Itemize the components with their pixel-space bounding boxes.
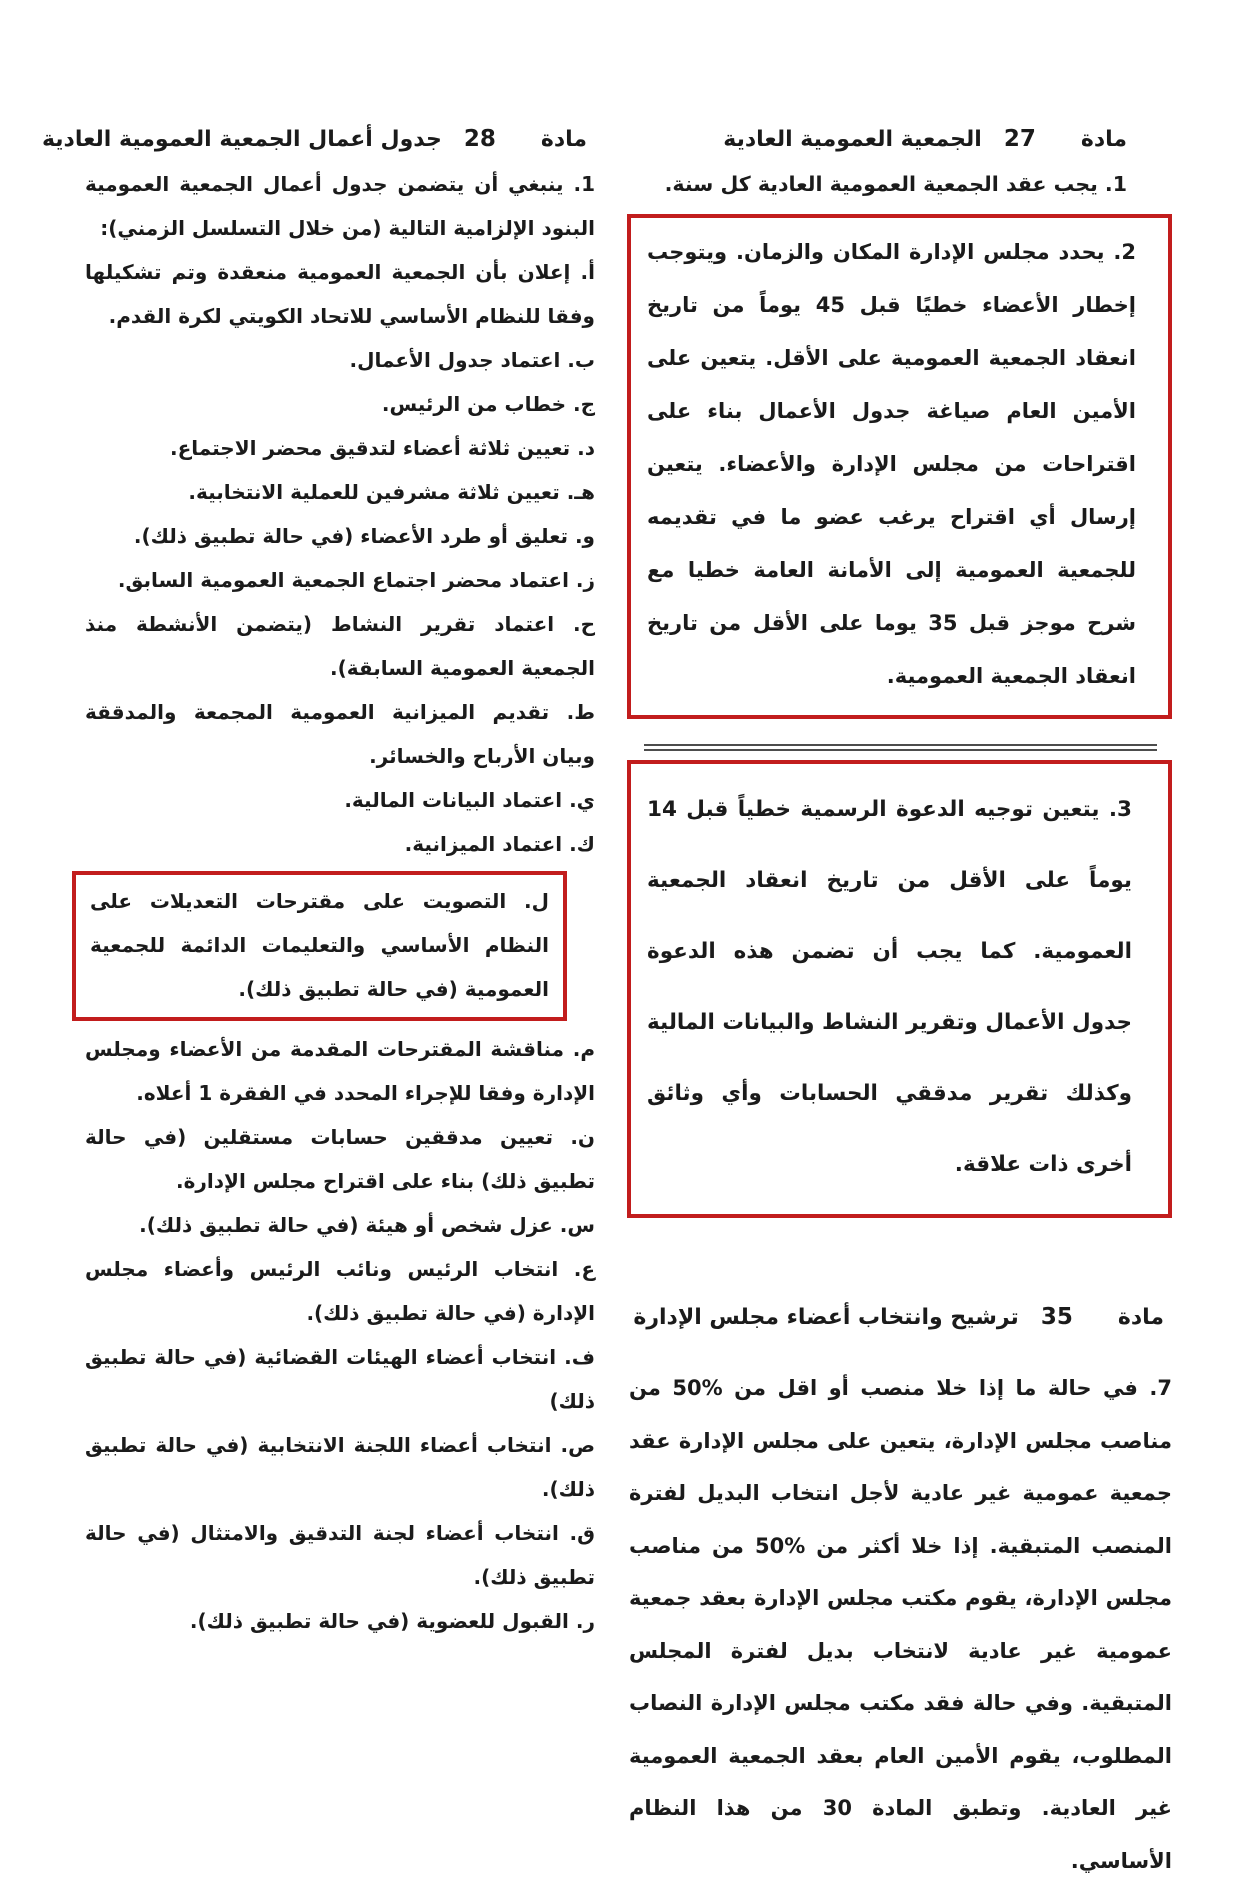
article-28-heading xyxy=(41,126,587,152)
agenda-item-hha: ح. اعتماد تقرير النشاط (يتضمن الأنشطة منذ الجمعية العمومية السابقة). xyxy=(85,612,595,680)
agenda-item-fa: ف. انتخاب أعضاء الهيئات القضائية (في حالة تطبيق ذلك) xyxy=(85,1345,595,1413)
article-35-title: ترشيح وانتخاب أعضاء مجلس الإدارة xyxy=(633,1305,1019,1330)
article-27-heading xyxy=(627,126,1127,152)
agenda-item-kaf: ك. اعتماد الميزانية. xyxy=(404,832,595,856)
column-left-article-28 xyxy=(41,126,620,1887)
agenda-item-ain: ع. انتخاب الرئيس ونائب الرئيس وأعضاء مجلس الإدارة (في حالة تطبيق ذلك). xyxy=(85,1257,595,1325)
article-35-word-madda: مادة xyxy=(1117,1305,1164,1330)
agenda-item-waw: و. تعليق أو طرد الأعضاء (في حالة تطبيق ذلك). xyxy=(133,524,595,548)
highlight-box-article-27-clause-3 xyxy=(627,760,1172,1218)
article-35-number: 35 xyxy=(1040,1304,1073,1330)
agenda-item-tta: ط. تقديم الميزانية العمومية المجمعة والمدققة وبيان الأرباح والخسائر. xyxy=(85,700,595,768)
agenda-item-ba: ب. اعتماد جدول الأعمال. xyxy=(349,348,595,372)
column-right-articles-27-35 xyxy=(627,126,1172,1887)
article-27-clause-2-text: 2. يحدد مجلس الإدارة المكان والزمان. ويتوجب إخطار الأعضاء خطيًا قبل 45 يوماً من تاريخ انعقاد الجمعية العمومية على الأقل. يتعين على الأمين العام صياغة جدول الأعمال بناء على اقتراحات من مجلس الإدارة والأعضاء. يتعين إرسال أي اقتراح يرغب عضو ما في تقديمه للجمعية العمومية إلى الأمانة العامة خطيا مع شرح موجز قبل 35 يوما على الأقل من تاريخ انعقاد الجمعية العمومية. xyxy=(647,240,1136,688)
highlight-box-article-27-clause-2 xyxy=(627,214,1172,719)
highlight-box-agenda-item-lam xyxy=(72,871,567,1021)
agenda-item-alef: أ. إعلان بأن الجمعية العمومية منعقدة وتم تشكيلها وفقا للنظام الأساسي للاتحاد الكويتي لكرة القدم. xyxy=(85,260,595,328)
agenda-item-ra: ر. القبول للعضوية (في حالة تطبيق ذلك). xyxy=(189,1609,595,1633)
agenda-item-qaf: ق. انتخاب أعضاء لجنة التدقيق والامتثال (في حالة تطبيق ذلك). xyxy=(85,1521,595,1589)
article-27-clause-1: 1. يجب عقد الجمعية العمومية العادية كل سنة. xyxy=(664,172,1127,196)
article-27-clause-3-text: 3. يتعين توجيه الدعوة الرسمية خطياً قبل 14 يوماً على الأقل من تاريخ انعقاد الجمعية العمومية. كما يجب أن تضمن هذه الدعوة جدول الأعمال وتقرير النشاط والبيانات المالية وكذلك تقرير مدققي الحسابات وأي وثائق أخرى ذات علاقة. xyxy=(647,797,1132,1177)
agenda-item-zay: ز. اعتماد محضر اجتماع الجمعية العمومية السابق. xyxy=(117,568,595,592)
agenda-item-mim: م. مناقشة المقترحات المقدمة من الأعضاء ومجلس الإدارة وفقا للإجراء المحدد في الفقرة 1 أعلاه. xyxy=(85,1037,595,1105)
agenda-item-dal: د. تعيين ثلاثة أعضاء لتدقيق محضر الاجتماع. xyxy=(169,436,595,460)
double-line-separator xyxy=(644,744,1157,751)
article-35-clause-7: 7. في حالة ما إذا خلا منصب أو اقل من %50 من مناصب مجلس الإدارة، يتعين على مجلس الإدارة عقد جمعية عمومية غير عادية لأجل انتخاب البديل لفترة المنصب المتبقية. إذا خلا أكثر من %50 من مناصب مجلس الإدارة، يقوم مكتب مجلس الإدارة بعقد جمعية عمومية غير عادية لانتخاب بديل لفترة المجلس المتبقية. وفي حالة فقد مكتب مجلس الإدارة النصاب المطلوب، يقوم الأمين العام بعقد الجمعية العمومية غير العادية. وتطبق المادة 30 من هذا النظام الأساسي. xyxy=(629,1376,1173,1873)
article-28-word-madda: مادة xyxy=(540,127,587,152)
agenda-item-nun: ن. تعيين مدققين حسابات مستقلين (في حالة تطبيق ذلك) بناء على اقتراح مجلس الإدارة. xyxy=(85,1125,595,1193)
agenda-item-ha: هـ. تعيين ثلاثة مشرفين للعملية الانتخابية. xyxy=(188,480,595,504)
article-27-word-madda: مادة xyxy=(1080,127,1127,152)
article-28-number: 28 xyxy=(463,126,496,152)
agenda-item-lam: ل. التصويت على مقترحات التعديلات على النظام الأساسي والتعليمات الدائمة للجمعية العمومية (في حالة تطبيق ذلك). xyxy=(90,889,549,1001)
agenda-item-ya: ي. اعتماد البيانات المالية. xyxy=(344,788,595,812)
agenda-item-sin: س. عزل شخص أو هيئة (في حالة تطبيق ذلك). xyxy=(139,1213,595,1237)
article-35-heading xyxy=(627,1304,1164,1330)
agenda-item-sad: ص. انتخاب أعضاء اللجنة الانتخابية (في حالة تطبيق ذلك). xyxy=(85,1433,595,1501)
article-28-title: جدول أعمال الجمعية العمومية العادية xyxy=(41,127,442,152)
agenda-item-jim: ج. خطاب من الرئيس. xyxy=(381,392,595,416)
article-27-title: الجمعية العمومية العادية xyxy=(723,127,982,152)
article-28-intro: 1. ينبغي أن يتضمن جدول أعمال الجمعية العمومية البنود الإلزامية التالية (من خلال التسلسل الزمني): xyxy=(85,172,595,240)
article-27-number: 27 xyxy=(1003,126,1036,152)
